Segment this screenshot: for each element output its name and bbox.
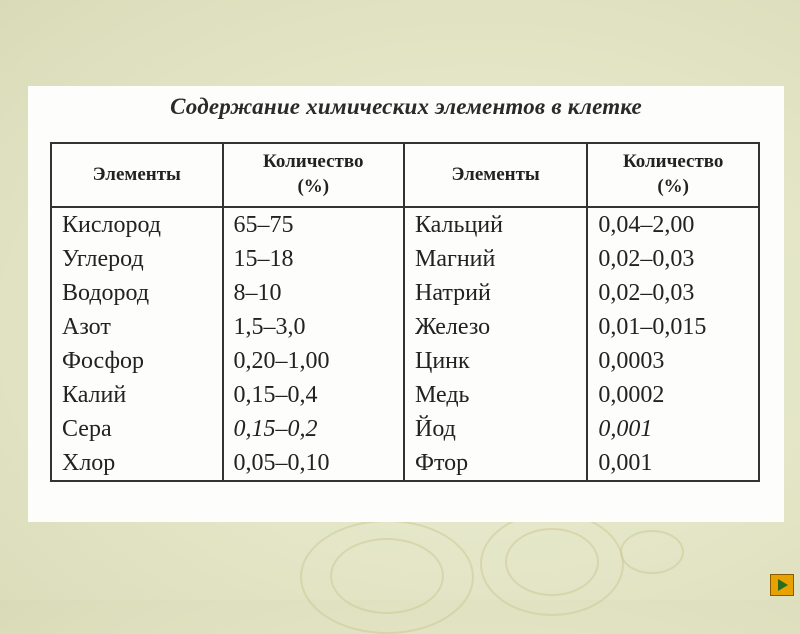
slide-content (28, 86, 784, 522)
element-name: Медь (404, 378, 587, 412)
table-row (51, 446, 759, 481)
element-name: Цинк (404, 344, 587, 378)
header-elements-left: Элементы (51, 143, 223, 207)
element-name: Калий (51, 378, 223, 412)
element-amount: 8–10 (223, 276, 404, 310)
table-row (51, 378, 759, 412)
element-amount: 0,02–0,03 (587, 276, 759, 310)
element-amount: 0,0003 (587, 344, 759, 378)
element-name: Кислород (51, 207, 223, 242)
table-row (51, 276, 759, 310)
element-amount: 0,001 (587, 412, 759, 446)
element-name: Йод (404, 412, 587, 446)
header-amount-right (587, 143, 759, 207)
element-amount: 0,15–0,2 (223, 412, 404, 446)
table-row (51, 242, 759, 276)
element-name: Азот (51, 310, 223, 344)
element-amount: 15–18 (223, 242, 404, 276)
table-caption: Содержание химических элементов в клетке (170, 94, 642, 119)
background-ring (330, 538, 444, 614)
header-amount-left-unit: (%) (297, 176, 330, 197)
element-amount: 0,05–0,10 (223, 446, 404, 481)
element-amount: 0,0002 (587, 378, 759, 412)
header-amount-right-unit: (%) (657, 176, 689, 197)
element-amount: 0,001 (587, 446, 759, 481)
play-arrow-icon (778, 579, 788, 591)
element-name: Сера (51, 412, 223, 446)
table-row (51, 412, 759, 446)
next-slide-button[interactable] (770, 574, 794, 596)
element-name: Фтор (404, 446, 587, 481)
table-row (51, 310, 759, 344)
table-row (51, 207, 759, 242)
element-name: Кальций (404, 207, 587, 242)
header-elements-right: Элементы (404, 143, 587, 207)
header-amount-left-line1: Количество (263, 151, 364, 173)
background-ring (505, 528, 599, 596)
background-ring (620, 530, 684, 574)
table-row (51, 344, 759, 378)
element-name: Натрий (404, 276, 587, 310)
element-amount: 0,15–0,4 (223, 378, 404, 412)
element-name: Магний (404, 242, 587, 276)
element-name: Водород (51, 276, 223, 310)
element-name: Углерод (51, 242, 223, 276)
element-amount: 0,04–2,00 (587, 207, 759, 242)
element-amount: 1,5–3,0 (223, 310, 404, 344)
elements-table (50, 142, 760, 482)
table-header-row (51, 143, 759, 207)
element-amount: 65–75 (223, 207, 404, 242)
element-amount: 0,20–1,00 (223, 344, 404, 378)
element-name: Железо (404, 310, 587, 344)
element-name: Фосфор (51, 344, 223, 378)
element-name: Хлор (51, 446, 223, 481)
header-amount-left (223, 143, 404, 207)
element-amount: 0,01–0,015 (587, 310, 759, 344)
element-amount: 0,02–0,03 (587, 242, 759, 276)
header-amount-right-line1: Количество (622, 151, 724, 173)
